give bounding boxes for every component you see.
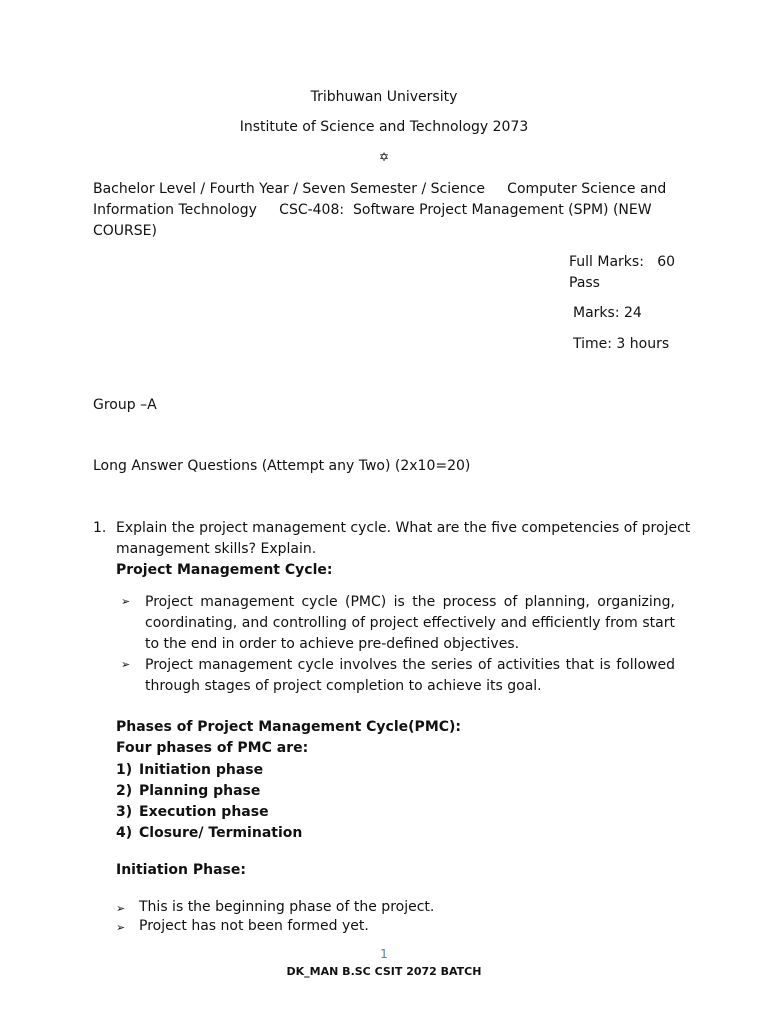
- phase-number: 3): [116, 804, 133, 820]
- phases-subheading: Four phases of PMC are:: [116, 740, 309, 756]
- university-name: Tribhuwan University: [310, 89, 458, 105]
- page-footer: DK_MAN B.SC CSIT 2072 BATCH: [286, 965, 482, 978]
- phase-label: Execution phase: [139, 804, 269, 820]
- course-line-2: Information Technology CSC-408: Software Project Management (SPM) (NEW: [93, 202, 652, 218]
- time-allowed: Time: 3 hours: [573, 336, 670, 352]
- phase-label: Planning phase: [139, 783, 261, 799]
- full-marks: Full Marks: 60: [569, 254, 676, 270]
- phases-heading: Phases of Project Management Cycle(PMC):: [116, 719, 462, 735]
- institute-name: Institute of Science and Technology 2073: [239, 119, 529, 135]
- group-heading: Group –A: [93, 397, 157, 413]
- arrow-bullet-icon: ➢: [121, 658, 131, 671]
- arrow-bullet-icon: ➢: [116, 902, 126, 915]
- star-symbol: ✡: [378, 150, 390, 164]
- pass-marks: Marks: 24: [573, 305, 642, 321]
- initiation-heading: Initiation Phase:: [116, 862, 246, 878]
- question-line-1: Explain the project management cycle. What are the five competencies of project: [116, 520, 691, 536]
- section-instructions: Long Answer Questions (Attempt any Two) (2x10=20): [93, 458, 471, 474]
- phase-label: Initiation phase: [139, 762, 264, 778]
- pmc-bullet-text: Project management cycle (PMC) is the process of planning, organizing, coordinating, and controlling of project effectively and efficiently from start to the end in order to achieve pre-defined objectives.: [145, 594, 675, 652]
- phase-number: 2): [116, 783, 133, 799]
- arrow-bullet-icon: ➢: [116, 921, 126, 934]
- initiation-bullet-text: This is the beginning phase of the project.: [139, 899, 435, 915]
- pmc-bullet-text: Project management cycle involves the series of activities that is followed through stages of project completion to achieve its goal.: [145, 657, 675, 694]
- pass-label: Pass: [569, 275, 600, 291]
- page-number: 1: [380, 947, 388, 961]
- course-line-3: COURSE): [93, 223, 157, 239]
- question-line-2: management skills? Explain.: [116, 541, 317, 557]
- course-line-1: Bachelor Level / Fourth Year / Seven Semester / Science Computer Science and: [93, 181, 667, 197]
- initiation-bullet-text: Project has not been formed yet.: [139, 918, 369, 934]
- phase-label: Closure/ Termination: [139, 825, 303, 841]
- phase-number: 1): [116, 762, 133, 778]
- pmc-heading: Project Management Cycle:: [116, 562, 333, 578]
- arrow-bullet-icon: ➢: [121, 595, 131, 608]
- question-number: 1.: [93, 520, 107, 536]
- phase-number: 4): [116, 825, 133, 841]
